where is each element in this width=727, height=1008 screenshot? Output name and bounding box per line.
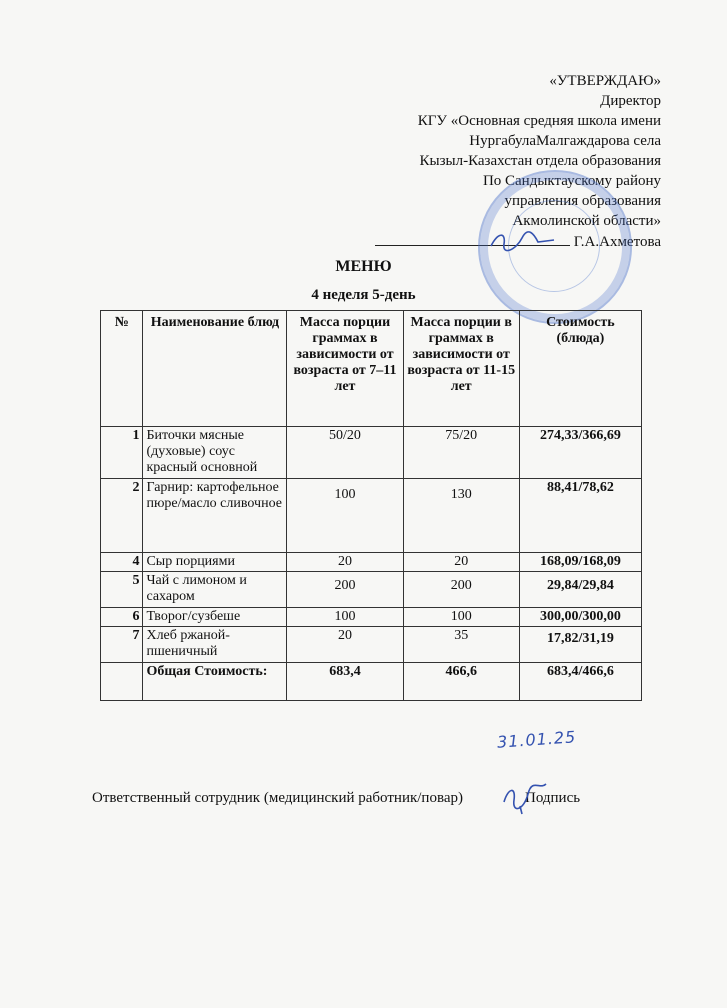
- row-num: 1: [101, 427, 143, 479]
- row-mass-11-15: 20: [403, 553, 519, 572]
- header-mass-11-15: Масса порции в граммах в зависимости от возраста от 11-15 лет: [403, 311, 519, 427]
- approval-org-line: управления образования: [504, 193, 661, 209]
- approval-org-line: Акмолинской области»: [512, 213, 661, 229]
- table-row: [101, 608, 642, 627]
- responsible-signature-icon: [500, 780, 552, 816]
- row-mass-7-11: 100: [287, 479, 403, 553]
- row-mass-11-15: 75/20: [403, 427, 519, 479]
- row-num: 5: [101, 572, 143, 608]
- row-mass-7-11: 200: [287, 572, 403, 608]
- row-name: Гарнир: картофельное пюре/масло сливочное: [143, 479, 287, 553]
- approval-heading: «УТВЕРЖДАЮ»: [549, 73, 661, 89]
- total-num: [101, 663, 143, 701]
- table-row: [101, 427, 642, 479]
- row-name: Сыр порциями: [143, 553, 287, 572]
- page-title: МЕНЮ: [335, 258, 392, 275]
- total-mass-11-15: 466,6: [403, 663, 519, 701]
- row-cost: 88,41/78,62: [519, 479, 641, 553]
- header-cost: Стоимость (блюда): [519, 311, 641, 427]
- row-cost: 17,82/31,19: [519, 627, 641, 663]
- table-row: [101, 572, 642, 608]
- header-name: Наименование блюд: [143, 311, 287, 427]
- row-mass-7-11: 20: [287, 553, 403, 572]
- table-row: [101, 479, 642, 553]
- approval-org-line: НургабулаМалгаждарова села: [469, 133, 661, 149]
- table-row: [101, 627, 642, 663]
- row-cost: 29,84/29,84: [519, 572, 641, 608]
- header-mass-7-11: Масса порции граммах в зависимости от возраста от 7–11 лет: [287, 311, 403, 427]
- director-name: Г.А.Ахметова: [573, 234, 661, 250]
- row-name: Хлеб ржаной-пшеничный: [143, 627, 287, 663]
- total-mass-7-11: 683,4: [287, 663, 403, 701]
- approval-org-line: По Сандыктаускому району: [482, 173, 661, 189]
- header-num: №: [101, 311, 143, 427]
- row-cost: 274,33/366,69: [519, 427, 641, 479]
- row-mass-11-15: 130: [403, 479, 519, 553]
- approval-org-line: Кызыл-Казахстан отдела образования: [419, 153, 661, 169]
- director-signature-icon: [488, 228, 558, 254]
- table-total-row: [101, 663, 642, 701]
- table-row: [101, 553, 642, 572]
- menu-table: [100, 310, 642, 701]
- row-num: 7: [101, 627, 143, 663]
- total-label: Общая Стоимость:: [143, 663, 287, 701]
- row-name: Биточки мясные (духовые) соус красный основной: [143, 427, 287, 479]
- row-mass-7-11: 50/20: [287, 427, 403, 479]
- row-cost: 168,09/168,09: [519, 553, 641, 572]
- row-num: 6: [101, 608, 143, 627]
- approval-org-line: КГУ «Основная средняя школа имени: [417, 113, 661, 129]
- handwritten-date: 31.01.25: [496, 727, 577, 752]
- row-cost: 300,00/300,00: [519, 608, 641, 627]
- row-mass-11-15: 200: [403, 572, 519, 608]
- page-subtitle: 4 неделя 5-день: [311, 287, 416, 303]
- responsible-label: Ответственный сотрудник (медицинский работник/повар): [92, 790, 463, 806]
- approval-position: Директор: [600, 93, 661, 109]
- row-mass-7-11: 20: [287, 627, 403, 663]
- signature-label: Подпись: [525, 790, 581, 806]
- row-mass-7-11: 100: [287, 608, 403, 627]
- row-num: 4: [101, 553, 143, 572]
- row-mass-11-15: 100: [403, 608, 519, 627]
- total-cost: 683,4/466,6: [519, 663, 641, 701]
- row-mass-11-15: 35: [403, 627, 519, 663]
- row-num: 2: [101, 479, 143, 553]
- row-name: Чай с лимоном и сахаром: [143, 572, 287, 608]
- row-name: Творог/сузбеше: [143, 608, 287, 627]
- table-header-row: [101, 311, 642, 427]
